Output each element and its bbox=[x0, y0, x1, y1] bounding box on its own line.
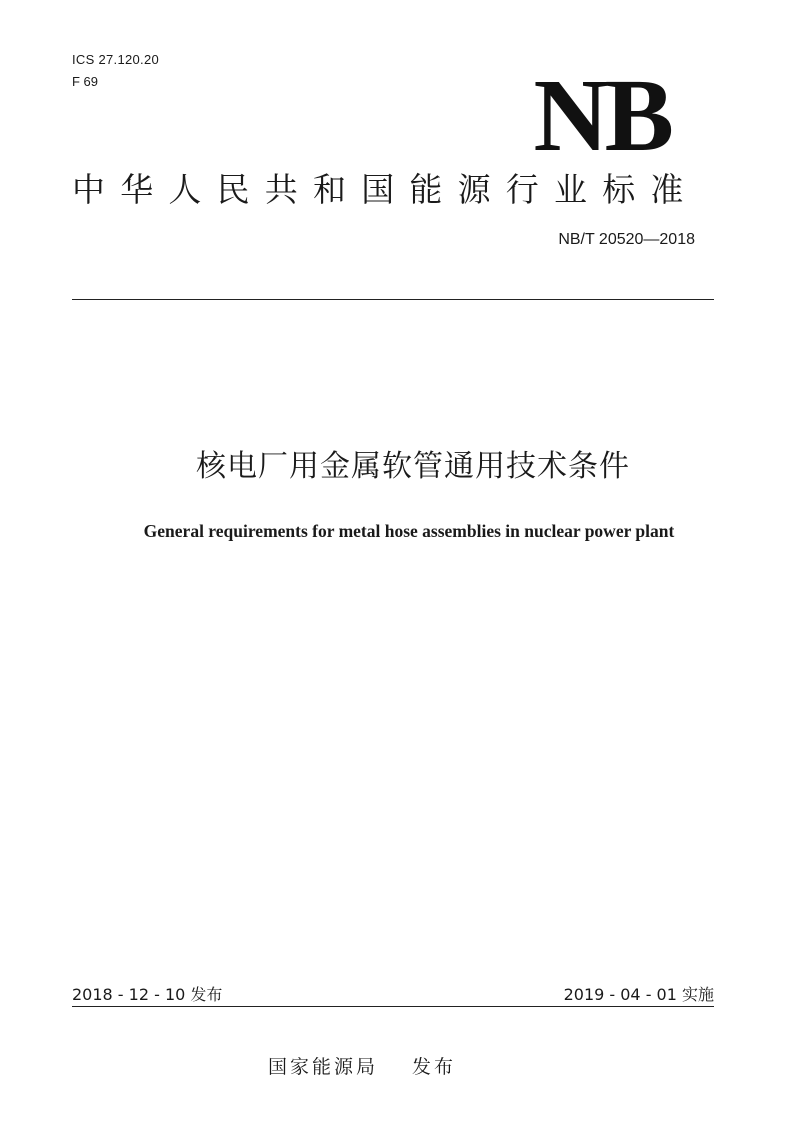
issue-date: 2018 - 12 - 10 发布 bbox=[72, 985, 223, 1004]
ics-code: ICS 27.120.20 bbox=[72, 52, 160, 67]
standard-number: NB/T 20520—2018 bbox=[558, 231, 695, 248]
standard-type-heading: 中华人民共和国能源行业标准 bbox=[72, 170, 699, 209]
implementation-date: 2019 - 04 - 01 实施 bbox=[563, 985, 714, 1004]
document-title-english: General requirements for metal hose assemblies in nuclear power plant bbox=[143, 521, 675, 541]
header-divider bbox=[72, 299, 714, 300]
document-title-chinese: 核电厂用金属软管通用技术条件 bbox=[196, 449, 630, 484]
footer-divider bbox=[72, 1006, 714, 1007]
ccs-code: F 69 bbox=[72, 74, 99, 89]
publisher-name: 国家能源局 bbox=[268, 1056, 379, 1078]
publisher-line bbox=[268, 1052, 456, 1079]
nb-logo: NB bbox=[533, 58, 670, 173]
publisher-action: 发布 bbox=[412, 1056, 457, 1078]
